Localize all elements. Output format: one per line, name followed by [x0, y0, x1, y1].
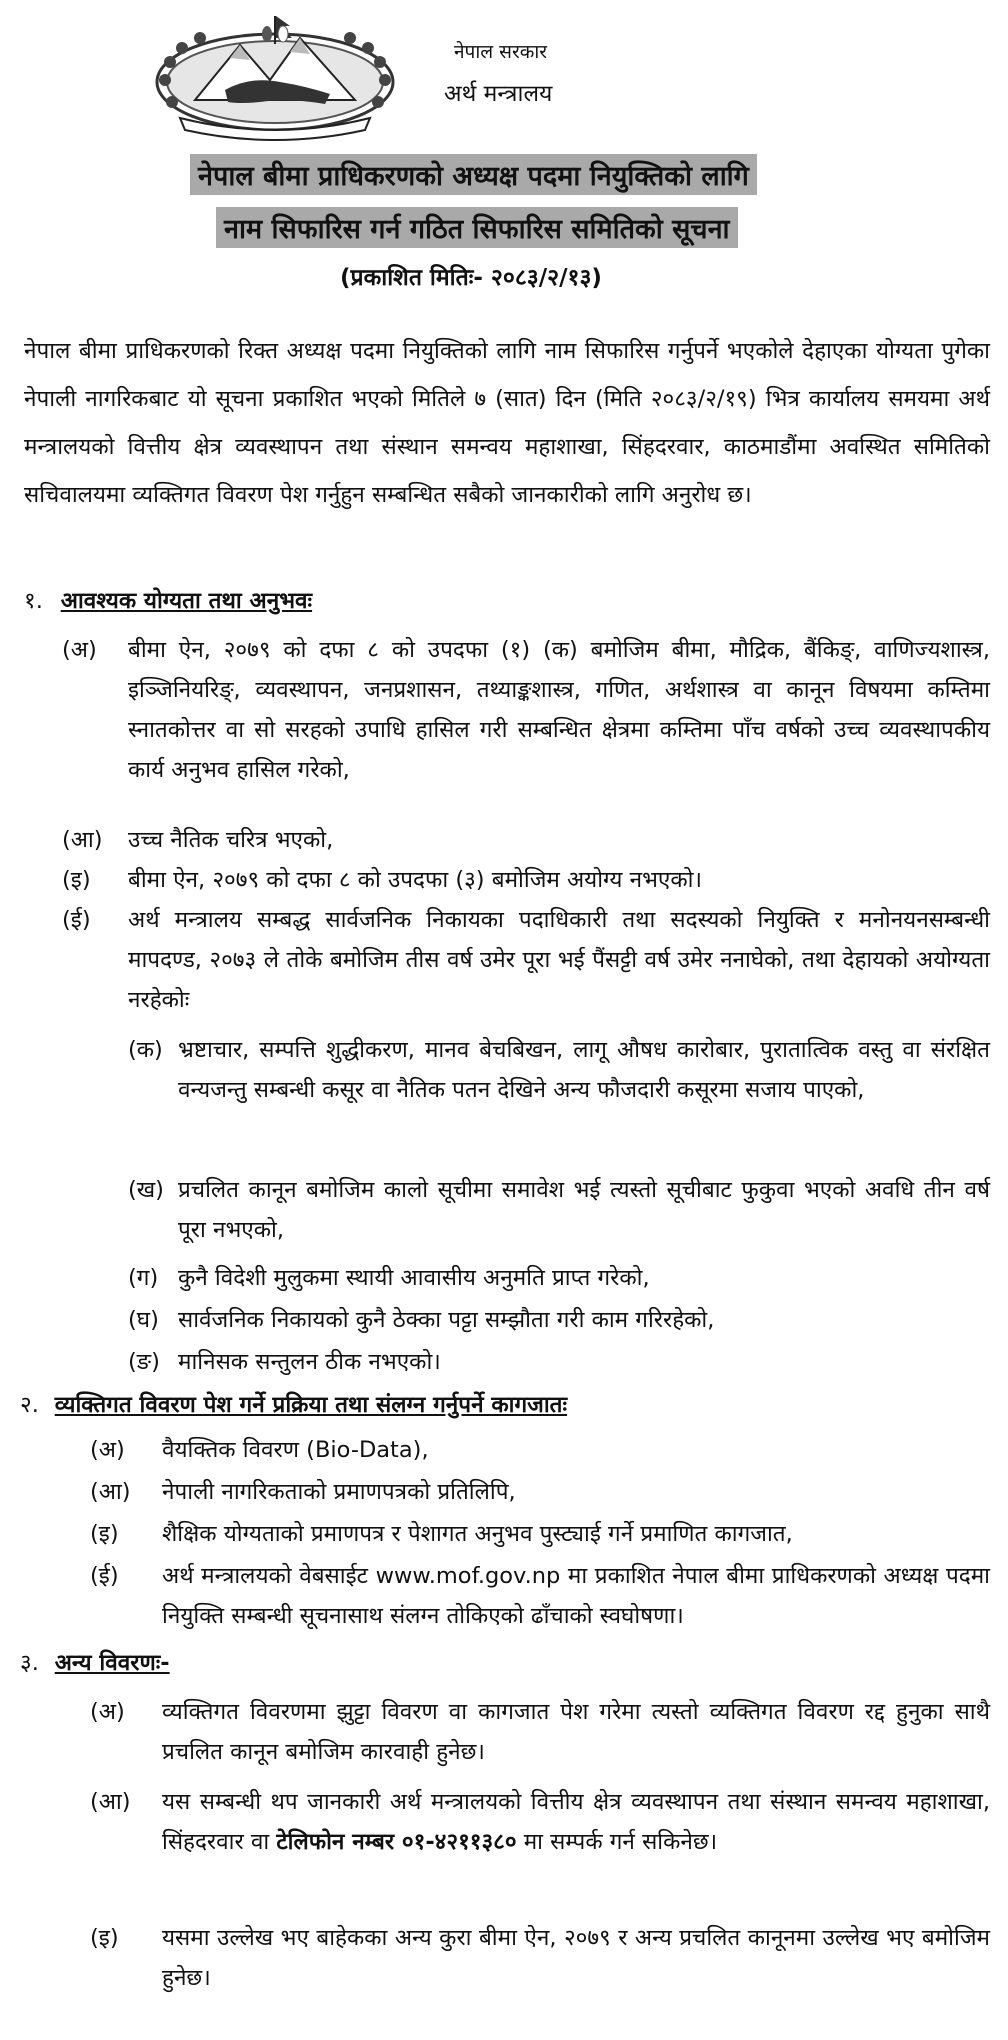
item-marker: (अ) — [90, 1437, 125, 1463]
section-3-number: ३. — [20, 1650, 39, 1676]
item-marker: (आ) — [62, 827, 103, 853]
item-text: बीमा ऐन, २०७९ को दफा ८ को उपदफा (१) (क) बमोजिम बीमा, मौद्रिक, बैंकिङ्, वाणिज्यशास्त्र, इञ्जिनियरिङ्, व्यवस्थापन, जनप्रशासन, तथ्याङ्कशास्त्र, गणित, अर्थशास्त्र वा कानून विषयमा कम्तिमा स्नातकोत्तर वा सो सरहको उपाधि हासिल गरी सम्बन्धित क्षेत्रमा कम्तिमा पाँच वर्षको उच्च व्यवस्थापकीय कार्य अनुभव हासिल गरेको, — [128, 637, 990, 783]
item-text: यसमा उल्लेख भए बाहेकका अन्य कुरा बीमा ऐन, २०७९ र अन्य प्रचलित कानूनमा उल्लेख भए बमोजिम हुनेछ। — [162, 1925, 990, 1991]
section-3-heading — [20, 1646, 170, 1677]
item-text: अर्थ मन्त्रालयको वेबसाईट www.mof.gov.np मा प्रकाशित नेपाल बीमा प्राधिकरणको अध्यक्ष पदमा नियुक्ति सम्बन्धी सूचनासाथ संलग्न तोकिएको ढाँचाको स्वघोषणा। — [162, 1563, 990, 1629]
item-marker: (आ) — [90, 1479, 131, 1505]
item-text: वैयक्तिक विवरण (Bio-Data), — [162, 1437, 429, 1463]
item-text-before: यस सम्बन्धी थप जानकारी अर्थ मन्त्रालयको वित्तीय क्षेत्र व्यवस्थापन तथा संस्थान समन्वय महाशाखा, सिंहदरवार वा — [162, 1789, 990, 1855]
subitem-marker: (क) — [128, 1037, 163, 1063]
subitem-text: सार्वजनिक निकायको कुनै ठेक्का पट्टा सम्झौता गरी काम गरिरहेको, — [178, 1307, 715, 1333]
telephone-number: टेलिफोन नम्बर ०१-४२११३८० — [276, 1829, 517, 1855]
item-text: बीमा ऐन, २०७९ को दफा ८ को उपदफा (३) बमोजिम अयोग्य नभएको। — [128, 867, 702, 893]
notice-title-line-2: नाम सिफारिस गर्न गठित सिफारिस समितिको सूचना — [216, 207, 738, 248]
government-name: नेपाल सरकार — [454, 41, 548, 63]
item-text — [162, 1782, 990, 1862]
subitem-marker: (ग) — [128, 1265, 159, 1291]
item-marker: (ई) — [90, 1563, 119, 1589]
section-2-number: २. — [20, 1392, 39, 1418]
item-marker: (अ) — [90, 1699, 125, 1725]
ministry-name: अर्थ मन्त्रालय — [444, 81, 553, 107]
subitem-text: प्रचलित कानून बमोजिम कालो सूचीमा समावेश भई त्यस्तो सूचीबाट फुकुवा भएको अवधि तीन वर्ष पूरा नभएको, — [178, 1177, 990, 1243]
section-3-title: अन्य विवरणः- — [54, 1650, 170, 1676]
item-marker: (इ) — [90, 1521, 119, 1547]
subitem-text: कुनै विदेशी मुलुकमा स्थायी आवासीय अनुमति प्राप्त गरेको, — [178, 1265, 650, 1291]
item-marker: (आ) — [90, 1789, 131, 1815]
subitem-text: भ्रष्टाचार, सम्पत्ति शुद्धीकरण, मानव बेचबिखन, लागू औषध कारोबार, पुरातात्विक वस्तु वा संरक्षित वन्यजन्तु सम्बन्धी कसूर वा नैतिक पतन देखिने अन्य फौजदारी कसूरमा सजाय पाएको, — [178, 1037, 990, 1103]
section-1-item-a — [62, 630, 990, 800]
item-marker: (इ) — [62, 867, 91, 893]
item-marker: (ई) — [62, 907, 91, 933]
item-marker: (इ) — [90, 1925, 119, 1951]
intro-paragraph: नेपाल बीमा प्राधिकरणको रिक्त अध्यक्ष पदमा नियुक्तिको लागि नाम सिफारिस गर्नुपर्ने भएकोले देहाएका योग्यता पुगेका नेपाली नागरिकबाट यो सूचना प्रकाशित भएको मितिले ७ (सात) दिन (मिति २०८३/२/१९) भित्र कार्यालय समयमा अर्थ मन्त्रालयको वित्तीय क्षेत्र व्यवस्थापन तथा संस्थान समन्वय महाशाखा, सिंहदरवार, काठमाडौंमा अवस्थित समितिको सचिवालयमा व्यक्तिगत विवरण पेश गर्नुहुन सम्बन्धित सबैको जानकारीको लागि अनुरोध छ। — [24, 338, 990, 508]
section-1-heading — [24, 584, 312, 615]
subitem-marker: (ख) — [128, 1177, 164, 1203]
subitem-marker: (ङ) — [128, 1349, 160, 1375]
item-text: नेपाली नागरिकताको प्रमाणपत्रको प्रतिलिपि, — [162, 1479, 516, 1505]
section-1-title: आवश्यक योग्यता तथा अनुभवः — [60, 588, 313, 614]
section-1-number: १. — [24, 588, 43, 614]
section-2-title: व्यक्तिगत विवरण पेश गर्ने प्रक्रिया तथा संलग्न गर्नुपर्ने कागजातः — [54, 1392, 568, 1418]
subitem-marker: (घ) — [128, 1307, 159, 1333]
notice-title-line-1: नेपाल बीमा प्राधिकरणको अध्यक्ष पदमा नियुक्तिको लागि — [190, 154, 757, 195]
section-2-heading — [20, 1388, 567, 1419]
item-text-after: मा सम्पर्क गर्न सकिनेछ। — [516, 1829, 718, 1855]
nepal-emblem-icon — [140, 10, 410, 142]
item-text: अर्थ मन्त्रालय सम्बद्ध सार्वजनिक निकायका पदाधिकारी तथा सदस्यको नियुक्ति र मनोनयनसम्बन्धी मापदण्ड, २०७३ ले तोके बमोजिम तीस वर्ष उमेर पूरा भई पैंसट्टी वर्ष उमेर ननाघेको, तथा देहायको अयोग्यता नरहेकोः — [128, 907, 990, 1013]
published-date: (प्रकाशित मितिः- २०८३/२/१३) — [340, 265, 602, 291]
item-marker: (अ) — [62, 637, 97, 663]
item-text: उच्च नैतिक चरित्र भएको, — [128, 827, 334, 853]
item-text: व्यक्तिगत विवरणमा झुट्टा विवरण वा कागजात पेश गरेमा त्यस्तो व्यक्तिगत विवरण रद्द हुनुका साथै प्रचलित कानून बमोजिम कारवाही हुनेछ। — [162, 1699, 990, 1765]
subitem-text: मानिसक सन्तुलन ठीक नभएको। — [178, 1349, 441, 1375]
item-text: शैक्षिक योग्यताको प्रमाणपत्र र पेशागत अनुभव पुस्ट्याई गर्ने प्रमाणित कागजात, — [162, 1521, 793, 1547]
